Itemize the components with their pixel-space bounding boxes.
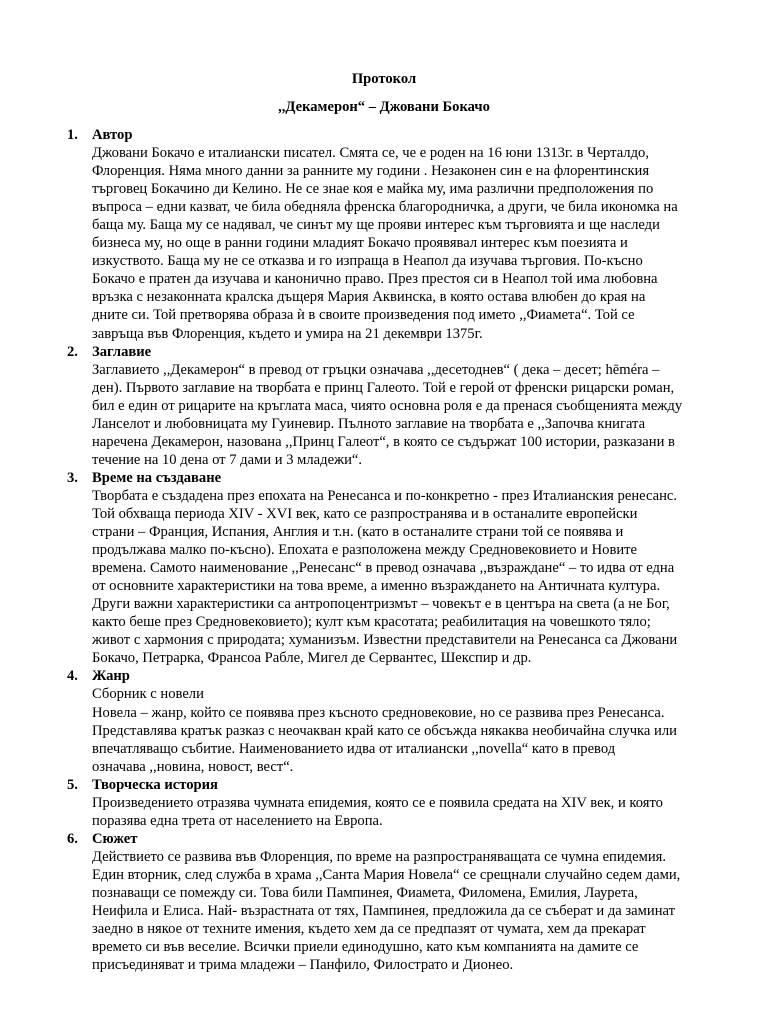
section-5 [67,776,732,830]
text-line: Творбата е създадена през епохата на Ренесанса и по-конкретно - през Италианския ренесанс. [92,487,678,504]
text-line: наречена Декамерон, назована ,,Принц Галеот“, в която се съдържат 100 истории, разказани в [92,433,675,450]
section-2 [67,343,732,469]
text-line: дните си. Той претворява образа ѝ в своите произведения под името ,,Фиамета“. Той се [92,307,635,324]
text-line: Представлява кратък разказ с неочакван край като се обсъжда някаква необичайна случка или [92,722,677,739]
text-line: впечатляващо събитие. Наименованието идва от италиански ,,novella“ като в превод [92,740,616,757]
text-line: означава ,,новина, новост, вест“. [92,758,294,775]
text-line: Произведението отразява чумната епидемия, която се е появила средата на XIV век, и която [92,794,663,811]
section-number: 4. [67,668,78,685]
text-line: времето си във веселие. Всички приели единодушно, като към компанията на дамите се [92,939,639,956]
section-heading: Творческа история [92,776,218,793]
text-line: изкуството. Баща му не се отказва и го изпраща в Неапол да изучава търговия. По-късно [92,253,643,270]
text-line: Бокачо е пратен да изучава и канонично право. През престоя си в Неапол той има любовна [92,271,658,288]
text-line: завръща във Флоренция, където и умира на 21 декември 1375г. [92,325,483,342]
text-line: от основните характеристики на това време, а именно възраждането на Античната култура. [92,578,661,595]
text-line: Бокачо, Петрарка, Франсоа Рабле, Мигел де Сервантес, Шекспир и др. [92,650,532,667]
text-line: Действието се развива във Флоренция, по време на разпространяващата се чумна епидемия. [92,848,666,865]
text-line: ден). Първото заглавие на творбата е принц Галеото. Той е герой от френски рицарски роман, [92,379,675,396]
text-line: Той обхваща периода XIV - XVI век, като се разпространява и в останалите европейски [92,505,638,522]
text-line: присъединяват и трима младежи – Панфило, Филострато и Дионео. [92,957,514,974]
text-line: както беше през Средновековието); култ към красотата; реабилитация на човешкото тяло; [92,614,651,631]
section-1 [67,126,732,343]
section-number: 5. [67,776,78,793]
text-line: Заглавието ,,Декамерон“ в превод от гръцки означава ,,десетоднев“ ( дека – десет; hēméra – [92,361,660,378]
section-heading: Заглавие [92,343,152,360]
section-heading: Автор [92,127,133,143]
section-number: 3. [67,469,78,486]
text-line: познаващи се помежду си. Това били Пампинея, Фиамета, Филомена, Емилия, Лаурета, [92,884,638,901]
sections-list [67,126,732,974]
text-line: Ланселот и любовницата му Гуиневир. Пълното заглавие на творбата е ,,Започва книгата [92,415,646,432]
text-line: бизнеса му, но още в ранни години младият Бокачо проявявал интерес към поезията и [92,235,628,252]
text-line: заедно в някое от техните имения, където хем да се предпазят от чумата, хем да прекарат [92,921,646,938]
text-line: Други важни характеристики са антропоцентризмът – човекът е в центъра на света (а не Бог, [92,596,670,613]
text-line: Новела – жанр, който се появява през късното средновековие, но се развива през Ренесанса. [92,704,665,721]
text-line: поразява една трета от населението на Европа. [92,812,383,829]
text-line: времена. Самото наименование ,,Ренесанс“ в превод означава ,,възраждане“ – то идва от една [92,560,675,577]
text-line: баща му. Баща му се надявал, че синът му ще прояви интерес към търговията и ще наследи [92,217,660,234]
text-line: живот с хармония с природата; хуманизъм. Известни представители на Ренесанса са Джовани [92,632,678,649]
section-heading: Жанр [92,668,130,685]
section-3 [67,469,732,668]
section-number: 6. [67,830,78,847]
text-line: връзка с незаконната кралска дъщеря Мария Аквинска, в която остава влюбен до края на [92,289,646,306]
text-line: бил е един от рицарите на кръглата маса, чиято основна роля е да пренася съобщенията между [92,397,683,414]
section-number: 2. [67,343,78,360]
text-line: Един вторник, след служба в храма ,,Санта Мария Новела“ се срещнали случайно седем дами, [92,866,681,883]
text-line: продължава малко по-късно). Епохата е разположена между Средновековието и Новите [92,542,638,559]
text-line: търговец Бокачино ди Келино. Не се знае коя е майка му, има различни предположения по [92,181,654,198]
section-number: 1. [67,127,78,143]
section-4 [67,667,732,775]
text-line: Сборник с новели [92,686,204,703]
text-line: Джовани Бокачо е италиански писател. Смята се, че е роден на 16 юни 1313г. в Черталдо, [92,145,649,162]
text-line: Флоренция. Няма много данни за ранните му години . Незаконен син е на флорентинския [92,163,650,180]
text-line: Неифила и Елиса. Най- възрастната от тях, Пампинея, предложила да се съберат и да заминат [92,903,675,920]
document-subtitle: ,,Декамерон“ – Джовани Бокачо [278,99,490,115]
document-title: Протокол [351,71,417,87]
section-6 [67,830,732,974]
text-line: въпроса – едни казват, че била обедняла френска благородничка, а други, че била икономка на [92,199,678,216]
section-heading: Време на създаване [92,469,222,486]
text-line: страни – Франция, Испания, Англия и т.н. (като в останалите страни той се появява и [92,524,624,541]
section-heading: Сюжет [92,830,138,847]
text-line: течение на 10 дена от 7 дами и 3 младежи“. [92,451,363,468]
